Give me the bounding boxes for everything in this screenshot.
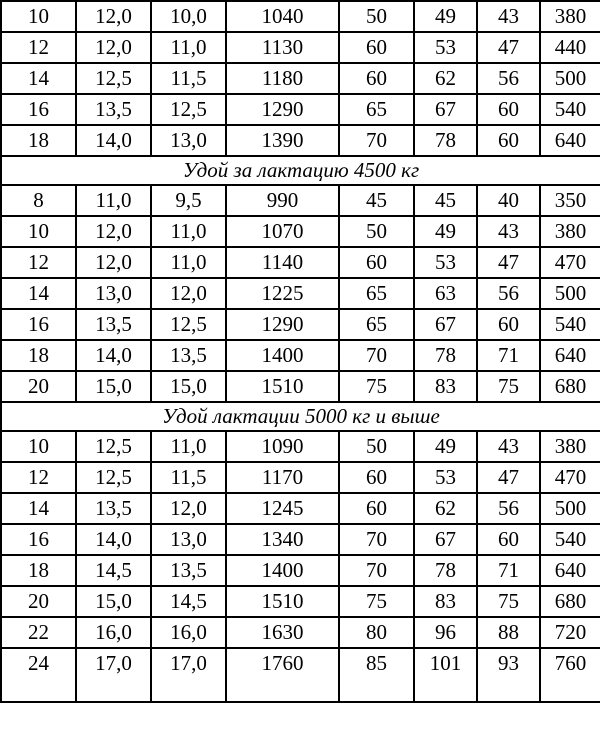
col6-cell: 67 — [414, 94, 477, 125]
col8-cell: 680 — [540, 371, 600, 402]
energy-cell: 14,5 — [151, 586, 226, 617]
col5-cell: 80 — [339, 617, 414, 648]
col7-cell: 56 — [477, 278, 540, 309]
col5-cell: 70 — [339, 555, 414, 586]
col8-cell: 680 — [540, 586, 600, 617]
col6-cell: 49 — [414, 431, 477, 462]
table-row — [1, 94, 600, 125]
col7-cell: 47 — [477, 32, 540, 63]
protein-cell: 1400 — [226, 555, 339, 586]
table-row — [1, 586, 600, 617]
col8-cell: 760 — [540, 648, 600, 702]
col6-cell: 83 — [414, 586, 477, 617]
col8-cell: 500 — [540, 63, 600, 94]
energy-cell: 12,5 — [151, 309, 226, 340]
col7-cell: 47 — [477, 462, 540, 493]
col7-cell: 71 — [477, 340, 540, 371]
protein-cell: 1510 — [226, 371, 339, 402]
col5-cell: 60 — [339, 462, 414, 493]
feed-units-cell: 16,0 — [76, 617, 151, 648]
energy-cell: 11,0 — [151, 431, 226, 462]
col7-cell: 43 — [477, 1, 540, 32]
col8-cell: 640 — [540, 340, 600, 371]
lactation-day-cell: 22 — [1, 617, 76, 648]
col8-cell: 640 — [540, 555, 600, 586]
col6-cell: 101 — [414, 648, 477, 702]
col7-cell: 47 — [477, 247, 540, 278]
protein-cell: 1040 — [226, 1, 339, 32]
feed-units-cell: 12,5 — [76, 63, 151, 94]
lactation-day-cell: 16 — [1, 309, 76, 340]
col5-cell: 65 — [339, 278, 414, 309]
col5-cell: 70 — [339, 524, 414, 555]
table-row — [1, 32, 600, 63]
protein-cell: 1180 — [226, 63, 339, 94]
table-row — [1, 216, 600, 247]
col6-cell: 67 — [414, 309, 477, 340]
table-row — [1, 617, 600, 648]
lactation-day-cell: 16 — [1, 524, 76, 555]
lactation-day-cell: 8 — [1, 185, 76, 216]
feed-units-cell: 14,0 — [76, 125, 151, 156]
col7-cell: 56 — [477, 63, 540, 94]
col7-cell: 60 — [477, 524, 540, 555]
lactation-day-cell: 14 — [1, 493, 76, 524]
table-row — [1, 431, 600, 462]
energy-cell: 9,5 — [151, 185, 226, 216]
table-row — [1, 185, 600, 216]
col5-cell: 75 — [339, 586, 414, 617]
protein-cell: 1245 — [226, 493, 339, 524]
lactation-day-cell: 24 — [1, 648, 76, 702]
energy-cell: 15,0 — [151, 371, 226, 402]
feed-units-cell: 17,0 — [76, 648, 151, 702]
col8-cell: 380 — [540, 431, 600, 462]
col6-cell: 53 — [414, 247, 477, 278]
col8-cell: 470 — [540, 462, 600, 493]
col6-cell: 67 — [414, 524, 477, 555]
energy-cell: 11,5 — [151, 63, 226, 94]
protein-cell: 1630 — [226, 617, 339, 648]
lactation-day-cell: 10 — [1, 1, 76, 32]
col7-cell: 40 — [477, 185, 540, 216]
col7-cell: 56 — [477, 493, 540, 524]
col8-cell: 540 — [540, 524, 600, 555]
col6-cell: 62 — [414, 63, 477, 94]
lactation-day-cell: 12 — [1, 462, 76, 493]
lactation-day-cell: 10 — [1, 431, 76, 462]
energy-cell: 16,0 — [151, 617, 226, 648]
feed-units-cell: 13,0 — [76, 278, 151, 309]
feed-units-cell: 12,5 — [76, 462, 151, 493]
col5-cell: 50 — [339, 1, 414, 32]
col5-cell: 60 — [339, 32, 414, 63]
table-body — [1, 1, 600, 702]
protein-cell: 1340 — [226, 524, 339, 555]
protein-cell: 1225 — [226, 278, 339, 309]
col7-cell: 43 — [477, 216, 540, 247]
protein-cell: 1130 — [226, 32, 339, 63]
col8-cell: 380 — [540, 1, 600, 32]
lactation-day-cell: 14 — [1, 63, 76, 94]
energy-cell: 13,5 — [151, 555, 226, 586]
section-title: Удой лактации 5000 кг и выше — [1, 402, 600, 431]
col5-cell: 60 — [339, 493, 414, 524]
energy-cell: 11,0 — [151, 247, 226, 278]
table-row — [1, 371, 600, 402]
protein-cell: 1070 — [226, 216, 339, 247]
protein-cell: 1290 — [226, 309, 339, 340]
col5-cell: 50 — [339, 216, 414, 247]
col5-cell: 70 — [339, 125, 414, 156]
table-row — [1, 125, 600, 156]
table-row — [1, 309, 600, 340]
energy-cell: 12,0 — [151, 493, 226, 524]
col5-cell: 85 — [339, 648, 414, 702]
lactation-day-cell: 18 — [1, 340, 76, 371]
feed-units-cell: 14,5 — [76, 555, 151, 586]
col6-cell: 53 — [414, 462, 477, 493]
col5-cell: 60 — [339, 63, 414, 94]
energy-cell: 13,0 — [151, 125, 226, 156]
col7-cell: 93 — [477, 648, 540, 702]
feed-units-cell: 12,0 — [76, 247, 151, 278]
col6-cell: 49 — [414, 1, 477, 32]
feed-units-cell: 11,0 — [76, 185, 151, 216]
lactation-day-cell: 12 — [1, 32, 76, 63]
protein-cell: 1510 — [226, 586, 339, 617]
col7-cell: 88 — [477, 617, 540, 648]
table-row — [1, 648, 600, 702]
col7-cell: 60 — [477, 309, 540, 340]
col8-cell: 540 — [540, 309, 600, 340]
lactation-day-cell: 10 — [1, 216, 76, 247]
col6-cell: 83 — [414, 371, 477, 402]
energy-cell: 13,5 — [151, 340, 226, 371]
col6-cell: 62 — [414, 493, 477, 524]
col5-cell: 70 — [339, 340, 414, 371]
feed-units-cell: 12,0 — [76, 1, 151, 32]
energy-cell: 17,0 — [151, 648, 226, 702]
col5-cell: 65 — [339, 309, 414, 340]
col6-cell: 96 — [414, 617, 477, 648]
table-row — [1, 63, 600, 94]
energy-cell: 11,0 — [151, 216, 226, 247]
table-row — [1, 1, 600, 32]
lactation-day-cell: 20 — [1, 371, 76, 402]
col6-cell: 78 — [414, 555, 477, 586]
protein-cell: 1760 — [226, 648, 339, 702]
section-header-row — [1, 402, 600, 431]
col5-cell: 45 — [339, 185, 414, 216]
lactation-day-cell: 12 — [1, 247, 76, 278]
col8-cell: 720 — [540, 617, 600, 648]
energy-cell: 11,5 — [151, 462, 226, 493]
protein-cell: 1390 — [226, 125, 339, 156]
protein-cell: 1090 — [226, 431, 339, 462]
col7-cell: 75 — [477, 371, 540, 402]
feed-units-cell: 12,5 — [76, 431, 151, 462]
energy-cell: 11,0 — [151, 32, 226, 63]
energy-cell: 12,5 — [151, 94, 226, 125]
feed-units-cell: 15,0 — [76, 371, 151, 402]
col8-cell: 540 — [540, 94, 600, 125]
col6-cell: 45 — [414, 185, 477, 216]
lactation-day-cell: 18 — [1, 555, 76, 586]
col6-cell: 49 — [414, 216, 477, 247]
lactation-day-cell: 16 — [1, 94, 76, 125]
section-title: Удой за лактацию 4500 кг — [1, 156, 600, 185]
feed-units-cell: 13,5 — [76, 309, 151, 340]
protein-cell: 990 — [226, 185, 339, 216]
col6-cell: 63 — [414, 278, 477, 309]
col8-cell: 470 — [540, 247, 600, 278]
col8-cell: 380 — [540, 216, 600, 247]
col8-cell: 640 — [540, 125, 600, 156]
col6-cell: 53 — [414, 32, 477, 63]
col8-cell: 350 — [540, 185, 600, 216]
col7-cell: 75 — [477, 586, 540, 617]
col6-cell: 78 — [414, 125, 477, 156]
col5-cell: 65 — [339, 94, 414, 125]
table-row — [1, 493, 600, 524]
col7-cell: 60 — [477, 125, 540, 156]
energy-cell: 13,0 — [151, 524, 226, 555]
col6-cell: 78 — [414, 340, 477, 371]
energy-cell: 10,0 — [151, 1, 226, 32]
feed-units-cell: 13,5 — [76, 94, 151, 125]
col8-cell: 500 — [540, 278, 600, 309]
section-header-row — [1, 156, 600, 185]
feed-units-cell: 12,0 — [76, 216, 151, 247]
feed-units-cell: 14,0 — [76, 524, 151, 555]
table-row — [1, 524, 600, 555]
protein-cell: 1400 — [226, 340, 339, 371]
lactation-day-cell: 20 — [1, 586, 76, 617]
lactation-day-cell: 14 — [1, 278, 76, 309]
energy-cell: 12,0 — [151, 278, 226, 309]
feed-units-cell: 14,0 — [76, 340, 151, 371]
protein-cell: 1140 — [226, 247, 339, 278]
feed-units-cell: 13,5 — [76, 493, 151, 524]
table-row — [1, 462, 600, 493]
col7-cell: 60 — [477, 94, 540, 125]
protein-cell: 1170 — [226, 462, 339, 493]
feed-units-cell: 12,0 — [76, 32, 151, 63]
table-row — [1, 555, 600, 586]
col7-cell: 43 — [477, 431, 540, 462]
protein-cell: 1290 — [226, 94, 339, 125]
col5-cell: 75 — [339, 371, 414, 402]
table-row — [1, 340, 600, 371]
table-row — [1, 247, 600, 278]
lactation-day-cell: 18 — [1, 125, 76, 156]
col8-cell: 440 — [540, 32, 600, 63]
feed-units-cell: 15,0 — [76, 586, 151, 617]
col7-cell: 71 — [477, 555, 540, 586]
table-row — [1, 278, 600, 309]
col5-cell: 60 — [339, 247, 414, 278]
col5-cell: 50 — [339, 431, 414, 462]
col8-cell: 500 — [540, 493, 600, 524]
